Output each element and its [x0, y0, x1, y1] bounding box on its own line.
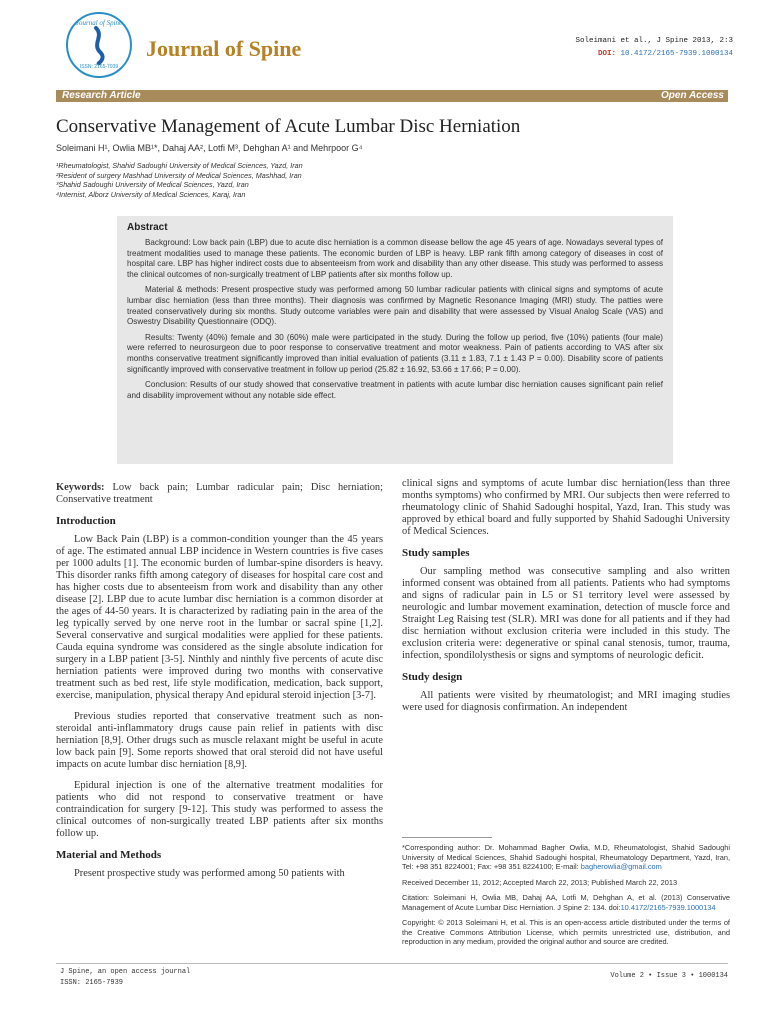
methods-paragraph: Present prospective study was performed among 50 patients with [74, 868, 345, 879]
intro-paragraph: Epidural injection is one of the alternative treatment modalities for patients who did not respond to conservative treatment or have contraindication for surgery [9-12]. This study was performed to assess the clinical outcomes of non-surgically treated LBP patients after six months follow up. [56, 780, 383, 839]
left-column [56, 482, 383, 889]
article-type-band [56, 90, 728, 102]
article-type: Research Article [62, 90, 141, 101]
keywords [56, 482, 383, 506]
abstract-conclusion: Conclusion: Results of our study showed that conservative treatment in patients with acute lumbar disc herniation causes significant pain relief and disability improvement without any notable side effect. [127, 380, 663, 400]
journal-title[interactable]: Journal of Spine [146, 36, 302, 61]
logo-top-text: Journal of Spine [75, 19, 123, 27]
abstract-box [117, 216, 673, 464]
abstract-background: Background: Low back pain (LBP) due to acute disc herniation is a common disease bellow the age 45 years of age. Nowadays several types of treatment modalities used to manage these patients. The economic burden of LBP is heavy. LBP rank fifth among category of diseases in cost of hospital care. LBP has higher indirect costs due to absenteeism from work and disability than any other disease. This study was performed to assess the clinical outcomes of non-surgically treatment of LBP patients after six months follow up. [127, 238, 663, 279]
right-column [402, 478, 730, 723]
abstract-heading: Abstract [127, 222, 168, 233]
footer-volume: Volume 2 • Issue 3 • 1000134 [610, 972, 728, 980]
study-design-text: All patients were visited by rheumatologist; and MRI imaging studies were used for diagnosis confirmation. An independent [402, 690, 730, 713]
keywords-label: Keywords: [56, 482, 105, 493]
affiliation: ²Resident of surgery Mashhad University of Medical Sciences, Mashhad, Iran [56, 170, 302, 180]
open-access-label: Open Access [661, 90, 724, 101]
abstract-results: Results: Twenty (40%) female and 30 (60%) male were participated in the study. During the follow up period, five (10%) patients (four male) were referred to neurosurgeon due to poor response to conservative treatment and motor weakness. Pain of patients according to VAS after six months conservative treatment significantly improved than initial evaluation of patients (3.11 ± 1.83, 7.1 ± 1.43 P = 0.00). Disability score of patients significantly improved with conservative treatment in follow up period (25.82 ± 16.92, 53.66 ± 17.66; P = 0.00). [127, 332, 663, 374]
citation-text: Citation: Soleimani H, Owlia MB, Dahaj AA, Lotfi M, Dehghan A, et al. (2013) Conservative Management of Acute Lumbar Disc Herniation. J Spine 2: 134. doi: [402, 893, 730, 912]
article-title: Conservative Management of Acute Lumbar Disc Herniation [56, 116, 521, 137]
citation-doi-link[interactable]: 10.4172/2165-7939.1000134 [620, 902, 716, 912]
footnote-rule [402, 837, 492, 838]
footnotes [402, 837, 730, 953]
corresponding-author [402, 843, 730, 872]
keywords-text: Low back pain; Lumbar radicular pain; Disc herniation; Conservative treatment [56, 482, 383, 505]
doi-link[interactable]: 10.4172/2165-7939.1000134 [620, 50, 733, 58]
author-list: Soleimani H¹, Owlia MB¹*, Dahaj AA², Lotfi M³, Dehghan A¹ and Mehrpoor G⁴ [56, 143, 363, 153]
affiliation: ¹Rheumatologist, Shahid Sadoughi University of Medical Sciences, Yazd, Iran [56, 161, 303, 170]
logo-issn: ISSN: 2165-7939 [79, 64, 119, 70]
study-samples-text: Our sampling method was consecutive sampling and also written informed consent was obtained from all patients. Patients who had symptoms and signs of radicular pain in L5 or S1 territory level were assessed by neurologic and lumbar movement examination, detection of muscle force and Straight Leg Raising test (SLR). MRI was done for all patients and if they had disc herniation without exclusion criteria were included in this study. The exclusion criteria were: degenerative or spinal canal stenosis, tumor, trauma, infection, spondilolysthesis or signs and symptoms of neurologic deficit. [402, 566, 730, 661]
article-dates: Received December 11, 2012; Accepted March 22, 2013; Published March 22, 2013 [402, 877, 678, 887]
affiliation: ⁴Internist, Alborz University of Medical Sciences, Karaj, Iran [56, 189, 246, 199]
study-samples-heading: Study samples [402, 547, 470, 559]
footer-issn: ISSN: 2165-7939 [60, 979, 124, 987]
affiliations [56, 161, 303, 199]
correspondence-text: *Corresponding author: Dr. Mohammad Bagher Owlia, M.D, Rheumatologist, Shahid Sadoughi University of Medical Sciences, Shahid Sadoughi hospital, Rheumatology Department, Yazd, Iran, Tel: +98 351 8224001; Fax: +98 351 8224100; E-mail: [402, 843, 730, 871]
doi-line [575, 48, 733, 61]
citation-note [402, 893, 730, 912]
methods-continuation: clinical signs and symptoms of acute lumbar disc herniation(less than three months symptoms) who confirmed by MRI. Our subjects then were referred to rheumatology clinic of Shahid Sadoughi hospital, Yazd, Iran. This study was approved by ethical board and fully supported by Shahid Sadoughi University of Medical Sciences. [402, 478, 730, 537]
citation-line: Soleimani et al., J Spine 2013, 2:3 [575, 37, 733, 45]
journal-logo [66, 12, 132, 78]
doi-label: DOI: [597, 50, 616, 58]
methods-heading: Material and Methods [56, 849, 162, 861]
footer-journal-name: J Spine, an open access journal [60, 968, 191, 976]
introduction-heading: Introduction [56, 515, 116, 527]
citation-header [575, 35, 733, 61]
copyright-note: Copyright: © 2013 Soleimani H, et al. This is an open-access article distributed under the terms of the Creative Commons Attribution License, which permits unrestricted use, distribution, and reproduction in any medium, provided the original author and source are credited. [402, 918, 730, 946]
email-link[interactable]: bagherowlia@gmail.com [580, 862, 662, 871]
intro-paragraph: Low Back Pain (LBP) is a common-condition younger than the 45 years of age. The estimated annual LBP incidence in Western countries is five cases per 1000 adults [1]. The economic burden of lumbar-spine disorders is heavy. This disorder ranks fifth among category of diseases for hospital care cost and has higher costs due to absenteeism from work and disability than any other disease [2]. LBP due to acute lumbar disc herniation is a common disorder at the ages of 44-50 years. It is characterized by radiating pain in the area of the leg typically served by one nerve root in the lumbar or sacral spine [1,2]. Several conservative and surgical modalities were applied for these patients. Cauda equina syndrome was considered as the single absolute indication for surgery in a LBP patient [3-5]. Ninthly and ninthly five percents of acute disc herniation patients were improved during two months with conservative treatment such as bed rest, life style modification, medication, back support, exercise, manipulation, physical therapy And epidural steroid injection [3-7]. [56, 534, 383, 701]
abstract-methods: Material & methods: Present prospective study was performed among 50 lumbar radicular patients with clinical signs and symptoms of acute lumbar disc herniation (less than three months). Their diagnosis was confirmed by Magnetic Resonance Imaging (MRI) study. The patties were treated conservatively during six months. Study outcome variables were pain and disability that were assessed by Visual Analog Scale (VAS) and Oswestry Disability Questionnaire (ODQ). [127, 285, 663, 327]
footer-divider [56, 963, 728, 964]
footer-journal [60, 967, 190, 989]
study-design-heading: Study design [402, 671, 463, 683]
intro-paragraph: Previous studies reported that conservative treatment such as non-steroidal anti-inflammatory drugs cause pain relief in patients with disc herniation [8,9]. Other drugs such as muscle relaxant might be useful in acute low back pain [9]. Some reports showed that oral steroid did not have useful impacts on acute lumbar disc herniation [8,9]. [56, 711, 383, 770]
affiliation: ³Shahid Sadoughi University of Medical Sciences, Yazd, Iran [56, 180, 249, 190]
